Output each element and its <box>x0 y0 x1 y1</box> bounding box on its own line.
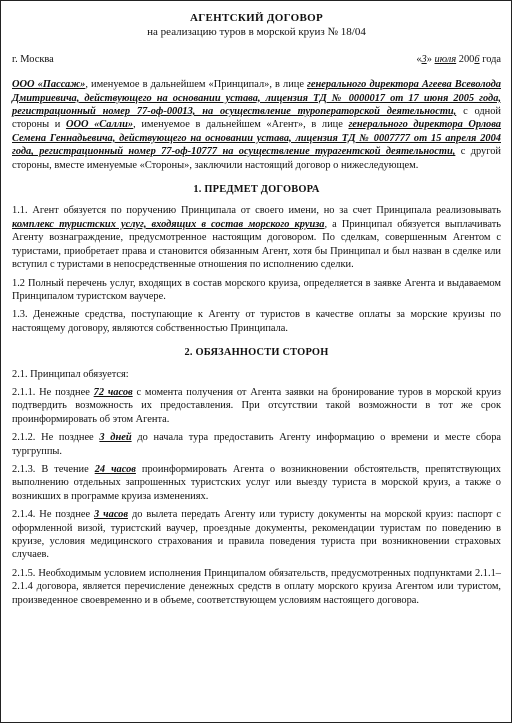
clause-2-1-2-fill: 3 дней <box>99 432 132 444</box>
date-quote-close: » <box>426 53 432 65</box>
section-1-heading: 1. ПРЕДМЕТ ДОГОВОРА <box>193 184 320 196</box>
clause-2-1-3-fill: 24 часов <box>94 463 136 475</box>
agent-representative: генерального директора Орлова Семена Геннадьевича, действующего на основании устава, лицензия ТД № 0007777 от 15 апреля 2004 года, регистрационный номер 77-оф-10777 на осуществление турагентской деятельности, <box>12 119 502 158</box>
clause-2-1-2 <box>12 431 501 458</box>
clause-1-1 <box>12 204 501 271</box>
clause-2-1-3-text-a: 2.1.3. В течение <box>12 463 95 475</box>
clause-1-1-text-a: 1.1. Агент обязуется по поручению Принципала от своего имени, но за счет Принципала реализовывать <box>12 205 501 217</box>
clause-1-1-fill: комплекс туристских услуг, входящих в состав морского круиза <box>12 218 325 230</box>
document-title: АГЕНТСКИЙ ДОГОВОР <box>189 12 324 24</box>
city: г. Москва <box>12 53 54 65</box>
clause-1-1-text-b: , а Принципал обязуется выплачивать Агенту вознаграждение, предусмотренное настоящим договором. По сделкам, совершенным Агентом с туристами, приобретает права и становится обязанным Агент, хотя бы Принципал и был назван в сделке или вступил с туристами в непосредственные отношения по исполнению сделки. <box>12 218 501 271</box>
document-subtitle: на реализацию туров в морской круиз № 18/04 <box>147 26 366 39</box>
preamble-text-3: , именуемое в дальнейшем «Агент», в лице <box>133 119 349 131</box>
clause-2-1-1-text-b: с момента получения от Агента заявки на бронирование туров в морской круиз подтвердить возможность их предоставления. При отсутствии такой возможности в тот же срок проинформировать об этом Агента. <box>12 386 501 425</box>
principal-representative: генерального директора Агеева Всеволода Дмитриевича, действующего на основании устава, лицензия ТД № 0000017 от 17 июня 2005 года, регистрационный номер 77-оф-00013, на осуществление туроператорской деятельности, <box>12 79 501 118</box>
principal-name: ООО «Пассаж» <box>12 79 86 91</box>
date-quote-open: « <box>416 53 422 65</box>
clause-1-3: 1.3. Денежные средства, поступающие к Агенту от туристов в качестве оплаты за морские круизы по настоящему договору, являются собственностью Принципала. <box>12 309 501 334</box>
preamble <box>12 78 501 172</box>
clause-2-1-5: 2.1.5. Необходимым условием исполнения Принципалом обязательств, предусмотренных подпунктами 2.1.1–2.1.4 договора, является перечисление денежных средств в оплату морского круиза Агентом или туристом, произведенное своевременно и в объеме, соответствующем условиям настоящего договора. <box>12 567 501 606</box>
date-year-digit: 6 <box>474 53 480 65</box>
clause-2-1-2-text-a: 2.1.2. Не позднее <box>12 432 100 444</box>
clause-2-1-4-fill: 3 часов <box>94 509 129 521</box>
preamble-text-1: , именуемое в дальнейшем «Принципал», в лице <box>85 79 308 91</box>
clause-2-1-4-text-a: 2.1.4. Не позднее <box>12 509 95 521</box>
date-day: 3 <box>421 53 427 65</box>
clause-1-2: 1.2 Полный перечень услуг, входящих в состав морского круиза, определяется в заявке Агента и выдаваемом Принципалом туристском ваучере. <box>12 277 501 302</box>
date-month: июля <box>434 53 457 65</box>
clause-2-1-1-text-a: 2.1.1. Не позднее <box>12 386 94 398</box>
agent-name: ООО «Салли» <box>65 119 134 131</box>
city-date-line <box>12 53 501 66</box>
date-year-prefix: 200 <box>458 53 475 65</box>
section-2-heading: 2. ОБЯЗАННОСТИ СТОРОН <box>184 347 329 359</box>
date-suffix: года <box>482 53 501 65</box>
clause-2-1-2-text-b: до начала тура предоставить Агенту информацию о времени и месте сбора тургруппы. <box>12 432 501 457</box>
clause-2-1-3 <box>12 463 501 503</box>
clause-2-1: 2.1. Принципал обязуется: <box>12 368 129 380</box>
clause-2-1-4-text-b: до вылета передать Агенту или туристу документы на морской круиз: паспорт с оформленной визой, туристский ваучер, проездные документы, рекомендации туристам по поведению в круизе, условия медицинского страхования и правила поведения туриста при возникновении страховых случаев. <box>12 509 502 561</box>
clause-2-1-1-fill: 72 часов <box>93 386 133 398</box>
clause-2-1-3-text-b: проинформировать Агента о возникновении обстоятельств, препятствующих выполнению отдельных запрошенных туристских услуг или выезду туриста в морской круиз, а также о возникших в программе круиза изменениях. <box>12 463 501 502</box>
clause-2-1-1 <box>12 386 501 426</box>
preamble-text-2: с одной стороны и <box>12 106 501 131</box>
clause-2-1-4 <box>12 508 501 562</box>
contract-date <box>416 53 501 66</box>
preamble-text-4: с другой стороны, вместе именуемые «Стороны», заключили настоящий договор о нижеследующем. <box>12 146 501 171</box>
